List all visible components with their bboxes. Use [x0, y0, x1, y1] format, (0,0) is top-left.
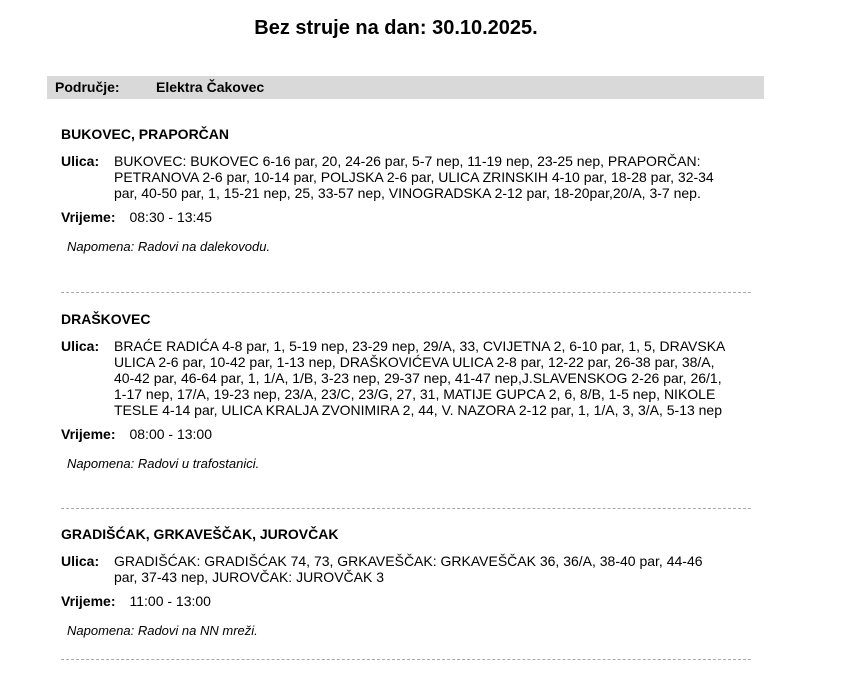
note-text: Napomena: Radovi na NN mreži.: [67, 623, 258, 638]
outage-section-draskovec: [61, 311, 751, 471]
section-title: GRADIŠĆAK, GRKAVEŠČAK, JUROVČAK: [61, 526, 339, 542]
outage-section-bukovec: [61, 126, 751, 254]
street-row: [61, 338, 751, 418]
street-list: BRAĆE RADIĆA 4-8 par, 1, 5-19 nep, 23-29 nep, 29/A, 33, CVIJETNA 2, 6-10 par, 1, 5, DRAVSKA ULICA 2-6 par, 10-42 par, 1-13 nep, DRAŠKOVIĆEVA ULICA 2-8 par, 12-22 par, 26-38 par, 38/A, 40-42 par, 46-64 par, 1, 1/A, 1/B, 3-23 nep, 29-37 nep, 41-47 nep,J.SLAVENSKOG 2-26 par, 26/1, 1-17 nep, 17/A, 19-23 nep, 23/A, 23/C, 23/G, 27, 31, MATIJE GUPCA 2, 6, 8/B, 1-5 nep, NIKOLE TESLE 4-14 par, ULICA KRALJA ZVONIMIRA 2, 44, V. NAZORA 2-12 par, 1, 1/A, 3, 3/A, 5-13 nep: [114, 338, 725, 418]
area-label: Područje:: [55, 79, 120, 95]
time-value: 08:00 - 13:00: [129, 426, 212, 442]
street-list: BUKOVEC: BUKOVEC 6-16 par, 20, 24-26 par, 5-7 nep, 11-19 nep, 23-25 nep, PRAPORČAN: PETRANOVA 2-6 par, 10-14 par, POLJSKA 2-6 par, ULICA ZRINSKIH 4-10 par, 18-28 par, 32-34 par, 40-50 par, 1, 15-21 nep, 25, 33-57 nep, VINOGRADSKA 2-12 par, 18-20par,20/A, 3-7 nep.: [114, 153, 714, 201]
section-divider: [61, 508, 751, 509]
street-label: Ulica:: [61, 553, 100, 569]
time-label: Vrijeme:: [61, 426, 116, 442]
street-row: [61, 153, 751, 201]
street-list: GRADIŠĆAK: GRADIŠĆAK 74, 73, GRKAVEŠČAK: GRKAVEŠČAK 36, 36/A, 38-40 par, 44-46 par, 37-43 nep, JUROVČAK: JUROVČAK 3: [114, 553, 703, 585]
area-bar: [47, 76, 764, 99]
time-label: Vrijeme:: [61, 593, 116, 609]
note-text: Napomena: Radovi u trafostanici.: [67, 456, 260, 471]
section-title: DRAŠKOVEC: [61, 311, 151, 327]
time-label: Vrijeme:: [61, 209, 116, 225]
time-value: 08:30 - 13:45: [129, 209, 212, 225]
outage-section-gradiscak: [61, 526, 751, 638]
section-title: BUKOVEC, PRAPORČAN: [61, 126, 230, 142]
street-label: Ulica:: [61, 153, 100, 169]
section-divider: [61, 292, 751, 293]
time-row: [61, 426, 751, 442]
time-value: 11:00 - 13:00: [129, 593, 211, 609]
street-row: [61, 553, 751, 585]
street-label: Ulica:: [61, 338, 100, 354]
section-divider: [61, 659, 751, 660]
area-value: Elektra Čakovec: [156, 79, 265, 95]
page-title: Bez struje na dan: 30.10.2025.: [254, 17, 538, 39]
note-text: Napomena: Radovi na dalekovodu.: [67, 239, 271, 254]
time-row: [61, 209, 751, 225]
time-row: [61, 593, 751, 609]
